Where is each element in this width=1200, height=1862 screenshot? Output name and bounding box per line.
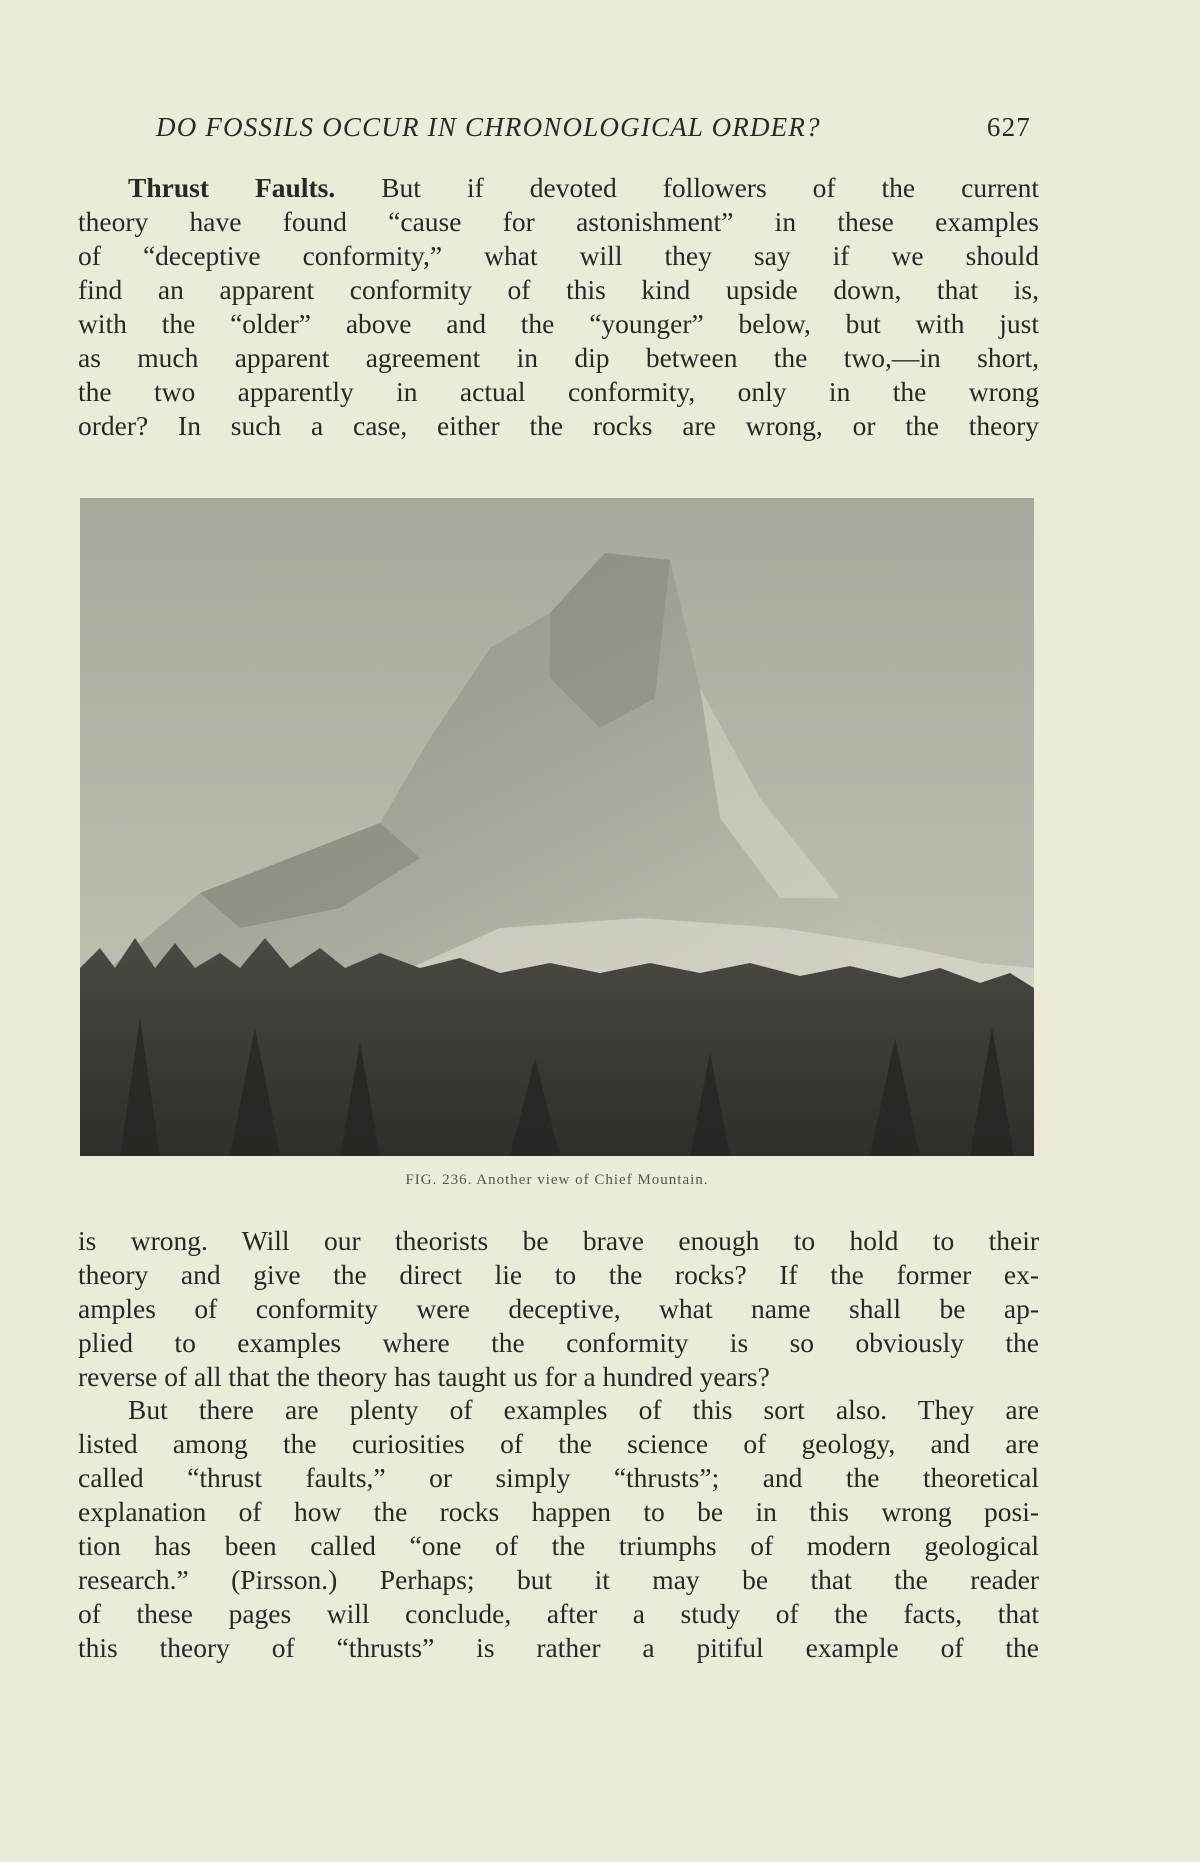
mountain-photograph	[80, 498, 1034, 1156]
paragraph-line: reverse of all that the theory has taught us for a hundred years?	[78, 1361, 770, 1392]
running-head	[78, 108, 1035, 148]
paragraph-line: with the “older” above and the “younger” below, but with just	[78, 308, 1039, 339]
running-head-title: DO FOSSILS OCCUR IN CHRONOLOGICAL ORDER?	[156, 112, 821, 142]
paragraph-line: explanation of how the rocks happen to be in this wrong posi-	[78, 1496, 1039, 1527]
paragraph-line: called “thrust faults,” or simply “thrusts”; and the theoretical	[78, 1462, 1039, 1493]
paragraph-continuation	[78, 1224, 1039, 1394]
paragraph-line: plied to examples where the conformity is so obviously the	[78, 1327, 1039, 1358]
paragraph-line: as much apparent agreement in dip between the two,—in short,	[78, 342, 1039, 373]
paragraph-line: of these pages will conclude, after a study of the facts, that	[78, 1598, 1039, 1629]
figure-caption: FIG. 236. Another view of Chief Mountain.	[405, 1172, 709, 1188]
section-heading: Thrust Faults.	[128, 172, 336, 203]
paragraph-line: But there are plenty of examples of this sort also. They are	[128, 1394, 1039, 1425]
paragraph-line: theory and give the direct lie to the rocks? If the former ex-	[78, 1259, 1039, 1290]
paragraph-thrust-examples	[78, 1393, 1039, 1665]
paragraph-line: listed among the curiosities of the science of geology, and are	[78, 1428, 1039, 1459]
chief-mountain-image	[80, 498, 1034, 1156]
page-number: 627	[986, 112, 1031, 142]
paragraph-line: tion has been called “one of the triumphs of modern geological	[78, 1530, 1039, 1561]
paragraph-line: order? In such a case, either the rocks are wrong, or the theory	[78, 410, 1039, 441]
paragraph-line: this theory of “thrusts” is rather a pitiful example of the	[78, 1632, 1039, 1663]
paragraph-line: of “deceptive conformity,” what will they say if we should	[78, 240, 1039, 271]
paragraph-line: find an apparent conformity of this kind upside down, that is,	[78, 274, 1039, 305]
paragraph-line: is wrong. Will our theorists be brave enough to hold to their	[78, 1225, 1039, 1256]
paragraph-line: the two apparently in actual conformity, only in the wrong	[78, 376, 1039, 407]
paragraph-line: amples of conformity were deceptive, what name shall be ap-	[78, 1293, 1039, 1324]
paragraph-line: Thrust Faults. But if devoted followers of the current	[128, 172, 1039, 203]
paragraph-line: theory have found “cause for astonishment” in these examples	[78, 206, 1039, 237]
paragraph-thrust-faults	[78, 171, 1039, 443]
paragraph-line: research.” (Pirsson.) Perhaps; but it may be that the reader	[78, 1564, 1039, 1595]
